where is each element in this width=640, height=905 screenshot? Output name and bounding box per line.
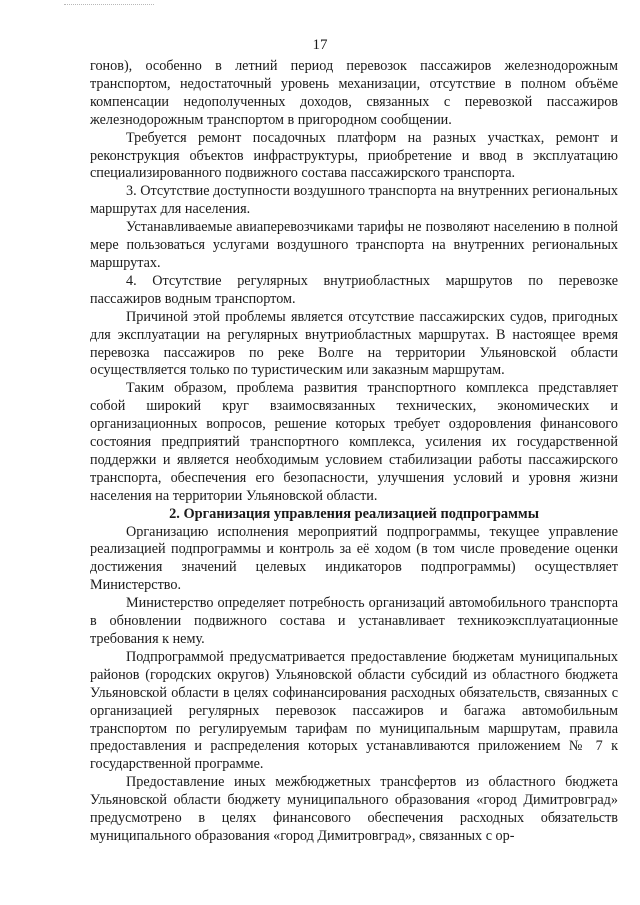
paragraph: 3. Отсутствие доступности воздушного транспорта на внутренних региональных маршрутах для населения. [90, 183, 618, 218]
paragraph: Министерство определяет потребность организаций автомобильного транспорта в обновлении подвижного состава и устанавливает техникоэксплуатационные требования к нему. [90, 595, 618, 647]
paragraph: Таким образом, проблема развития транспортного комплекса представляет собой широкий круг взаимосвязанных технических, экономических и организационных вопросов, решение которых требует оздоровления финансового состояния предприятий транспортного комплекса, усиления их государственной поддержки и является необходимым условием стабилизации работы пассажирского транспорта, обеспечения его безопасности, улучшения условий и уровня жизни населения на территории Ульяновской области. [90, 380, 618, 504]
paragraph: Требуется ремонт посадочных платформ на разных участках, ремонт и реконструкция объектов инфраструктуры, приобретение и ввод в эксплуатацию специализированного подвижного состава пассажирского транспорта. [90, 129, 618, 182]
section-heading: 2. Организация управления реализацией подпрограммы [169, 505, 539, 522]
paragraph: гонов), особенно в летний период перевозок пассажиров железнодорожным транспортом, недостаточный уровень механизации, отсутствие в полном объёме компенсации недополученных доходов, связанных с перевозкой пассажиров железнодорожным транспортом в пригородном сообщении. [90, 58, 618, 128]
paragraph: Устанавливаемые авиаперевозчиками тарифы не позволяют населению в полной мере пользоваться услугами воздушного транспорта на внутренних региональных маршрутах. [90, 219, 618, 271]
paragraph: 4. Отсутствие регулярных внутриобластных маршрутов по перевозке пассажиров водным транспортом. [90, 272, 618, 307]
paragraph: Организацию исполнения мероприятий подпрограммы, текущее управление реализацией подпрограммы и контроль за её ходом (в том числе проведение оценки достижения значений целевых индикаторов подпрограммы) осуществляет Министерство. [90, 523, 618, 594]
document-body [90, 58, 618, 846]
paragraph: Подпрограммой предусматривается предоставление бюджетам муниципальных районов (городских округов) Ульяновской области субсидий из областного бюджета Ульяновской области в целях софинансирования расходных обязательств, связанных с организацией регулярных перевозок пассажиров и багажа автомобильным транспортом по регулируемым тарифам по муниципальным маршрутам, правила предоставления и распределения которых устанавливаются приложением № 7 к государственной программе. [90, 648, 618, 773]
page-number: 17 [312, 37, 328, 53]
paragraph: Предоставление иных межбюджетных трансфертов из областного бюджета Ульяновской области бюджету муниципального образования «город Димитровград» предусмотрено в целях финансового обеспечения расходных обязательств муниципального образования «город Димитровград», связанных с ор- [90, 774, 618, 844]
paragraph: Причиной этой проблемы является отсутствие пассажирских судов, пригодных для эксплуатации на регулярных внутриобластных маршрутах. В настоящее время перевозка пассажиров по реке Волге на территории Ульяновской области осуществляется только по туристическим или заказным маршрутам. [90, 308, 618, 379]
scan-artifact [64, 4, 154, 7]
